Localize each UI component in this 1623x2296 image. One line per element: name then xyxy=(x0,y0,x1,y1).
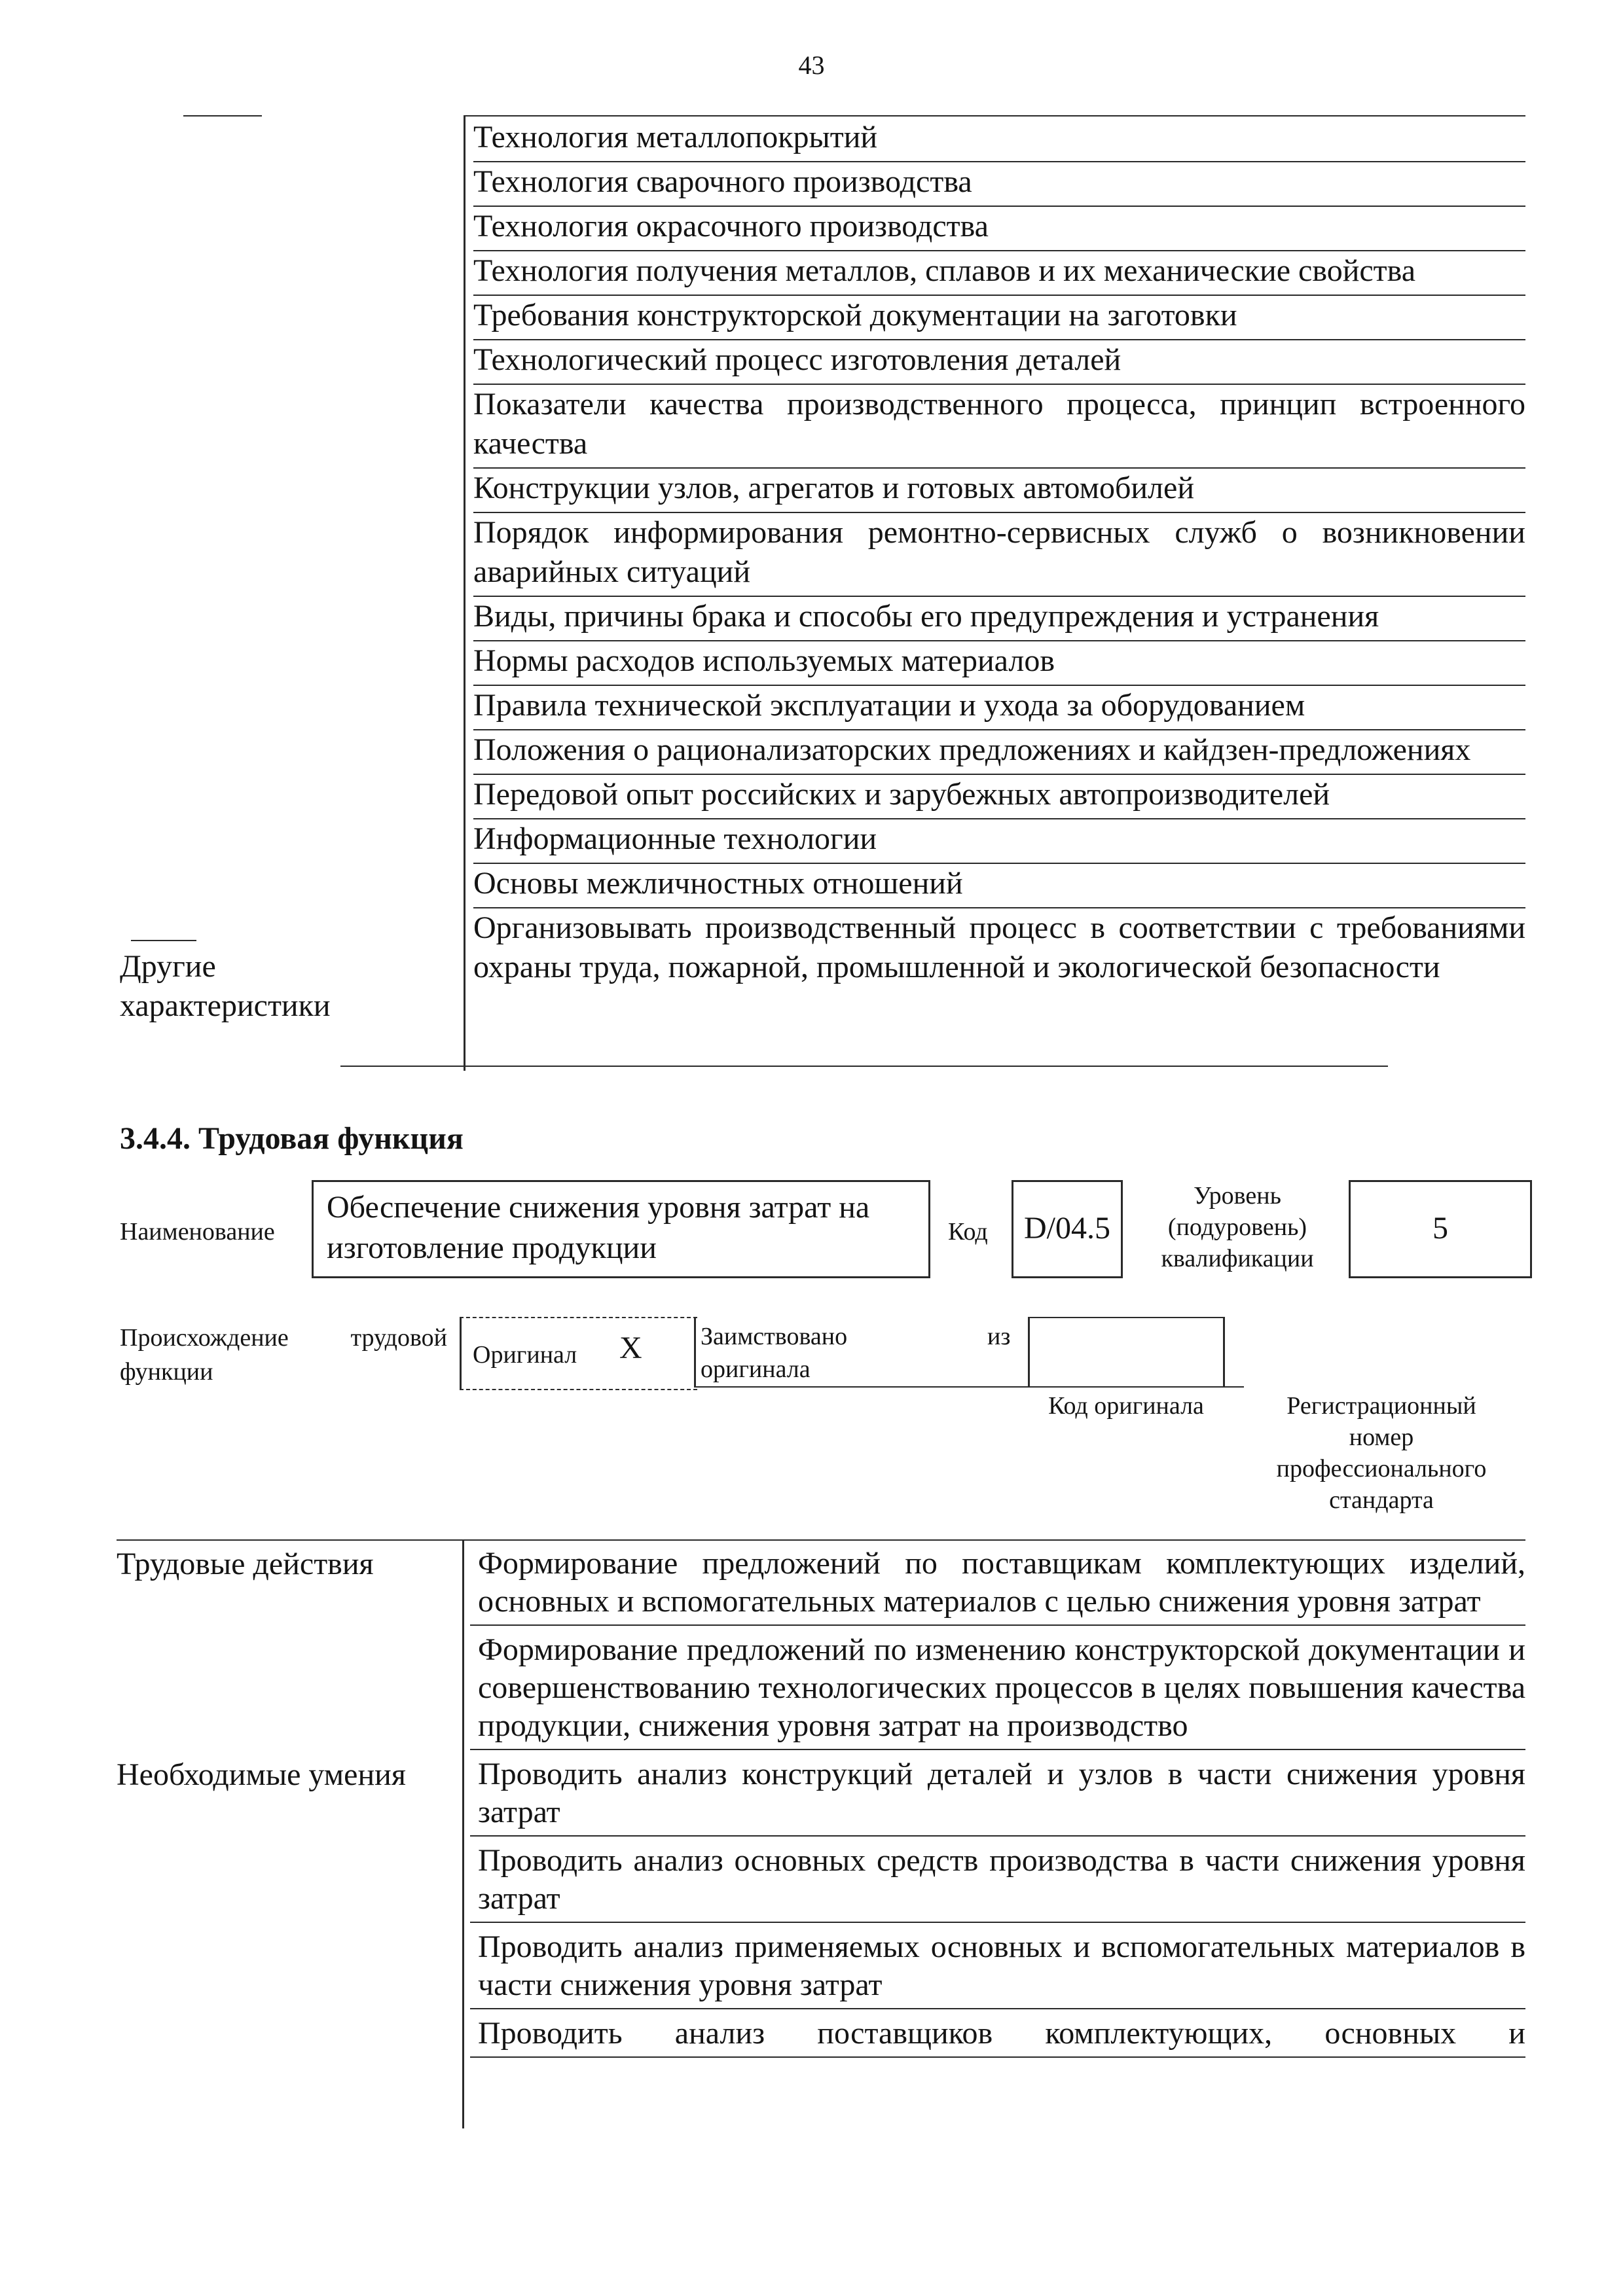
origin-label-line2: функции xyxy=(120,1358,213,1386)
labor-action-item: Формирование предложений по поставщикам комплектующих изделий, основных и вспомогательных материалов с целью снижения уровня затрат xyxy=(470,1545,1525,1626)
list-item: Основы межличностных отношений xyxy=(473,864,1525,908)
list-item: Технология окрасочного производства xyxy=(473,207,1525,251)
table-row xyxy=(117,1928,1525,2015)
code-label: Код xyxy=(948,1218,988,1246)
skill-item: Проводить анализ поставщиков комплектующих, основных и xyxy=(470,2015,1525,2058)
page-number: 43 xyxy=(798,50,825,80)
table-row xyxy=(117,1545,1525,1631)
skill-item: Проводить анализ основных средств производства в части снижения уровня затрат xyxy=(470,1842,1525,1923)
original-label: Оригинал xyxy=(473,1341,577,1369)
list-item: Информационные технологии xyxy=(473,819,1525,864)
table-row xyxy=(117,1842,1525,1928)
table-row xyxy=(117,1755,1525,1842)
list-item: Технология сварочного производства xyxy=(473,162,1525,207)
list-item: Технология металлопокрытий xyxy=(473,118,1525,162)
labor-function-table xyxy=(117,1545,1525,2063)
code-cell-right xyxy=(1223,1317,1225,1388)
skill-item: Проводить анализ применяемых основных и вспомогательных материалов в части снижения уровня затрат xyxy=(470,1928,1525,2009)
table-row xyxy=(117,1631,1525,1755)
code-cell-left xyxy=(1028,1317,1030,1388)
other-characteristics-text: Организовывать производственный процесс в соответствии с требованиями охраны труда, пожарной, промышленной и экологической безопасности xyxy=(473,910,1525,984)
labor-actions-label: Трудовые действия xyxy=(117,1547,374,1581)
skill-item: Проводить анализ конструкций деталей и узлов в части снижения уровня затрат xyxy=(470,1755,1525,1837)
qualification-level-label: Уровень (подуровень) квалификации xyxy=(1161,1182,1314,1272)
list-item: Технология получения металлов, сплавов и их механические свойства xyxy=(473,251,1525,296)
borrowed-label-line2: оригинала xyxy=(701,1355,811,1383)
registration-number-caption: Регистрационный номер профессионального стандарта xyxy=(1276,1392,1487,1514)
list-item: Правила технической эксплуатации и ухода за оборудованием xyxy=(473,686,1525,730)
list-item: Положения о рационализаторских предложениях и кайдзен-предложениях xyxy=(473,730,1525,775)
labor-action-item: Формирование предложений по изменению конструкторской документации и совершенствованию технологических процессов в целях повышения качества продукции, снижения уровня затрат на производство xyxy=(470,1631,1525,1750)
table-row xyxy=(117,2015,1525,2063)
original-cell-divider xyxy=(694,1317,696,1388)
list-item: Технологический процесс изготовления деталей xyxy=(473,340,1525,385)
row-separator-left xyxy=(131,940,196,941)
list-item: Требования конструкторской документации на заготовки xyxy=(473,296,1525,340)
code-original-caption: Код оригинала xyxy=(1048,1392,1204,1420)
list-item: Показатели качества производственного процесса, принцип встроенного качества xyxy=(473,385,1525,469)
origin-label-line1: Происхождение трудовой xyxy=(120,1324,447,1352)
table-column-divider xyxy=(464,115,465,1071)
table-top-border xyxy=(464,115,1525,117)
borrowed-label-line1: Заимствовано xyxy=(701,1323,848,1350)
table-top-border-left xyxy=(183,115,262,117)
function-code-box: D/04.5 xyxy=(1012,1180,1123,1278)
list-item: Виды, причины брака и способы его предупреждения и устранения xyxy=(473,597,1525,641)
lower-table-top-border xyxy=(117,1539,1525,1541)
list-item: Нормы расходов используемых материалов xyxy=(473,641,1525,686)
list-item: Передовой опыт российских и зарубежных автопроизводителей xyxy=(473,775,1525,819)
list-item: Порядок информирования ремонтно-сервисных служб о возникновении аварийных ситуаций xyxy=(473,513,1525,597)
function-name-box: Обеспечение снижения уровня затрат на изготовление продукции xyxy=(312,1180,930,1278)
name-label: Наименование xyxy=(120,1218,275,1246)
list-item: Конструкции узлов, агрегатов и готовых автомобилей xyxy=(473,469,1525,513)
original-mark: X xyxy=(619,1331,642,1365)
skills-label: Необходимые умения xyxy=(117,1757,406,1792)
knowledge-list xyxy=(473,118,1525,991)
other-characteristics-label: Другие характеристики xyxy=(120,949,331,1023)
origin-bottom-line xyxy=(694,1386,1244,1388)
table-bottom-border xyxy=(340,1066,1388,1067)
borrowed-from-word: из xyxy=(987,1323,1011,1350)
qualification-level-box: 5 xyxy=(1349,1180,1532,1278)
section-title: 3.4.4. Трудовая функция xyxy=(120,1121,464,1156)
code-cell-top xyxy=(1028,1317,1224,1318)
